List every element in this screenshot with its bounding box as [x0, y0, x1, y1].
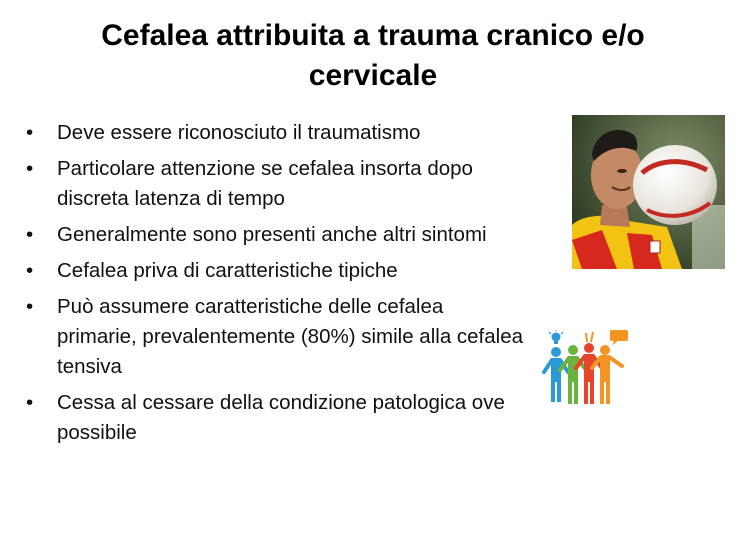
- football-photo-illustration: [572, 115, 725, 269]
- bullet-text: Particolare attenzione se cefalea insorta dopo discreta latenza di tempo: [57, 157, 473, 210]
- bullet-dot: •: [26, 121, 34, 144]
- bullet-item: [26, 220, 526, 250]
- bullet-text: Deve essere riconosciuto il traumatismo: [57, 121, 421, 144]
- bullet-text: Può assumere caratteristiche delle cefalea primarie, prevalentemente (80%) simile alla cefalea tensiva: [57, 295, 524, 378]
- bullet-list: [26, 118, 526, 454]
- bullet-dot: •: [26, 295, 34, 318]
- bullet-item: [26, 388, 526, 448]
- people-illustration: [542, 330, 634, 406]
- bullet-item: [26, 118, 526, 148]
- people-group-icon: [542, 330, 634, 406]
- bullet-text: Generalmente sono presenti anche altri sintomi: [57, 223, 487, 246]
- bullet-text: Cessa al cessare della condizione patologica ove possibile: [57, 391, 505, 444]
- bullet-item: [26, 292, 526, 382]
- bullet-dot: •: [26, 157, 34, 180]
- bullet-item: [26, 256, 526, 286]
- bullet-dot: •: [26, 391, 34, 414]
- bullet-dot: •: [26, 259, 34, 282]
- bullet-item: [26, 154, 526, 214]
- slide-title: Cefalea attribuita a trauma cranico e/o cervicale: [101, 19, 645, 92]
- bullet-text: Cefalea priva di caratteristiche tipiche: [57, 259, 398, 282]
- football-header-photo: [572, 115, 725, 269]
- bullet-dot: •: [26, 223, 34, 246]
